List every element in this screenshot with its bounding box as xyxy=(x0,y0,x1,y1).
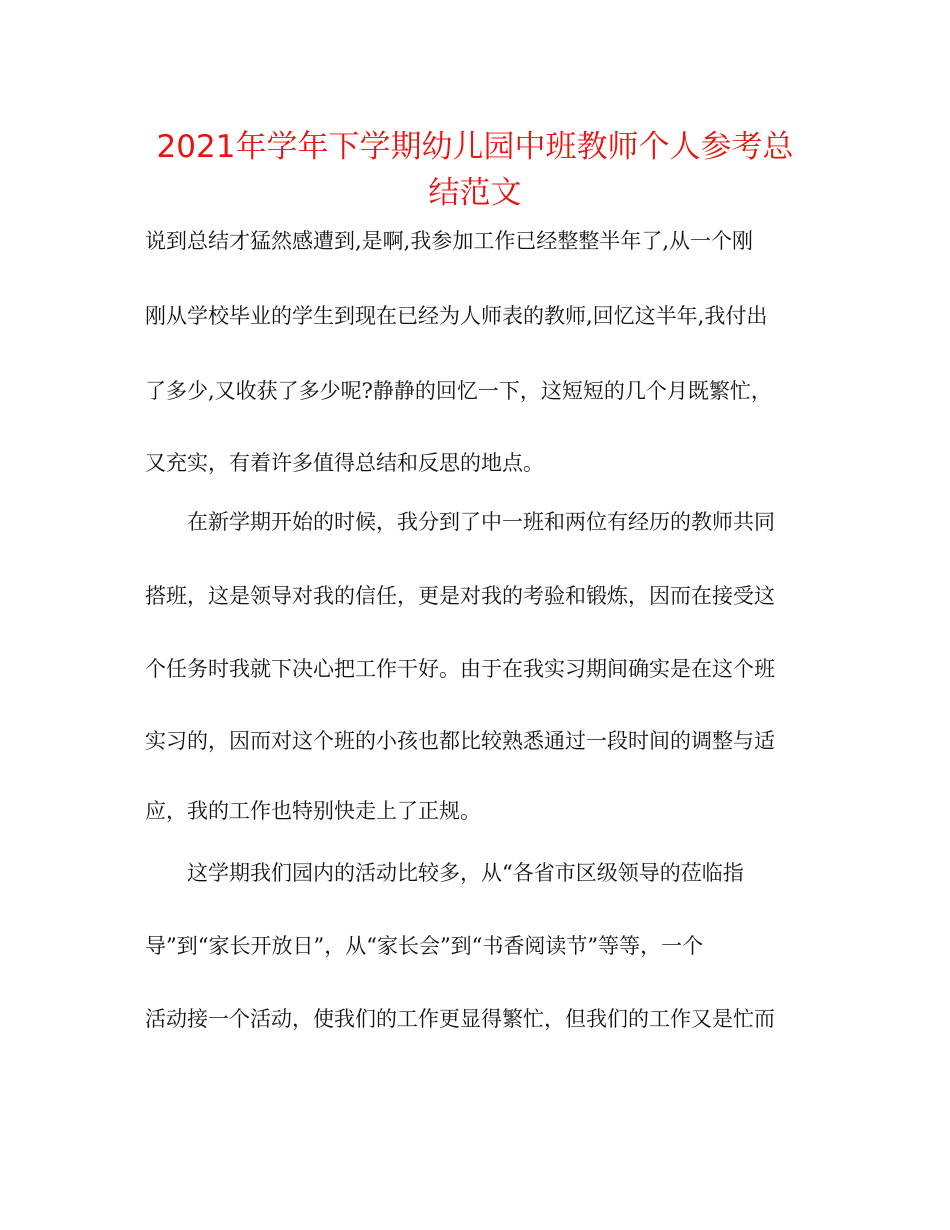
body-line-1: 说到总结才猛然感遭到,是啊,我参加工作已经整整半年了,从一个刚 xyxy=(145,229,754,253)
body-line-6: 搭班，这是领导对我的信任，更是对我的考验和锻炼，因而在接受这 xyxy=(145,584,775,608)
body-line-5: 在新学期开始的时候，我分到了中一班和两位有经历的教师共同 xyxy=(145,510,775,534)
body-line-10: 这学期我们园内的活动比较多，从“各省市区级领导的莅临指 xyxy=(145,861,744,885)
body-line-11: 导”到“家长开放日”，从“家长会”到“书香阅读节”等等，一个 xyxy=(145,934,704,958)
body-line-3: 了多少,又收获了多少呢?静静的回忆一下，这短短的几个月既繁忙， xyxy=(145,379,772,403)
body-line-12: 活动接一个活动，使我们的工作更显得繁忙，但我们的工作又是忙而 xyxy=(145,1007,775,1031)
body-line-4: 又充实，有着许多值得总结和反思的地点。 xyxy=(145,451,544,475)
body-line-2: 刚从学校毕业的学生到现在已经为人师表的教师,回忆这半年,我付出 xyxy=(145,304,768,328)
body-line-7: 个任务时我就下决心把工作干好。由于在我实习期间确实是在这个班 xyxy=(145,657,775,681)
document-title-line-2: 结范文 xyxy=(428,175,522,211)
document-title-line-1: 2021年学年下学期幼儿园中班教师个人参考总 xyxy=(156,129,794,165)
body-line-8: 实习的，因而对这个班的小孩也都比较熟悉通过一段时间的调整与适 xyxy=(145,729,775,753)
body-line-9: 应，我的工作也特别快走上了正规。 xyxy=(145,799,481,823)
